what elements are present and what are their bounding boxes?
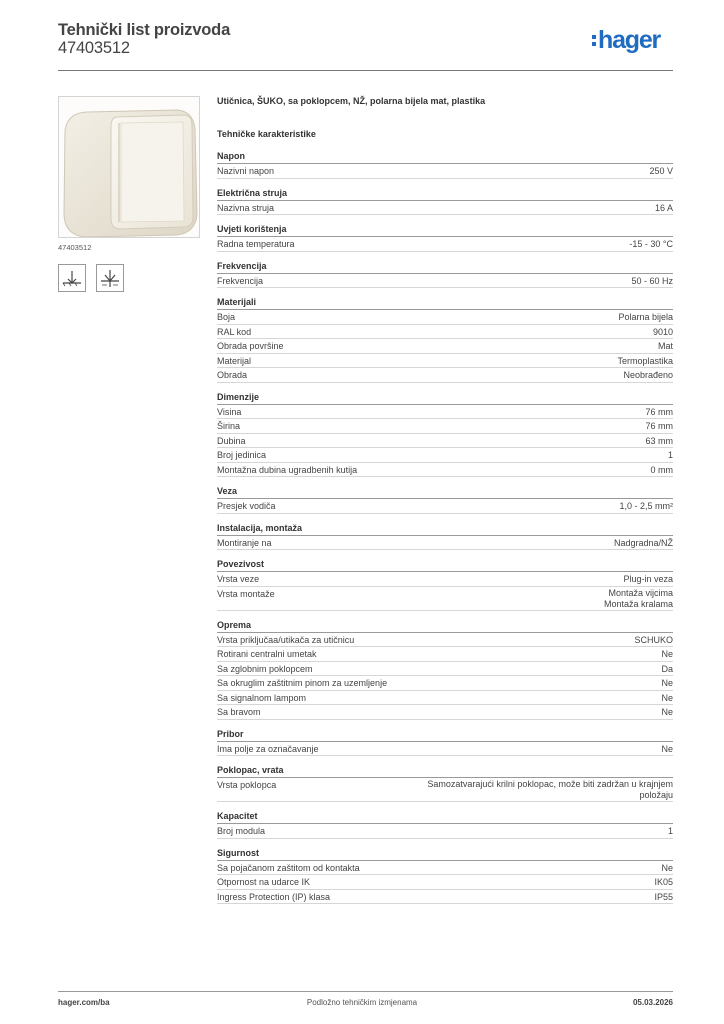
spec-section [217,810,673,839]
spec-row [217,448,673,463]
spec-label: Sa zglobnim poklopcem [217,663,313,674]
product-code: 47403512 [58,39,130,57]
spec-section [217,619,673,720]
spec-section [217,522,673,551]
spec-value: 76 mm [645,421,673,431]
spec-row [217,237,673,252]
spec-row [217,201,673,216]
spec-row [217,499,673,514]
spec-label: Radna temperatura [217,239,295,249]
spec-label: Frekvencija [217,275,264,286]
section-title: Sigurnost [217,847,673,861]
spec-label: RAL kod [217,326,252,337]
footer-divider [58,991,673,992]
section-title: Veza [217,485,673,499]
spec-section [217,296,673,383]
spec-value: 50 - 60 Hz [631,275,673,286]
spec-value: 1,0 - 2,5 mm² [619,501,673,511]
spec-row [217,890,673,905]
spec-label: Materijal [217,355,252,366]
spec-section [217,764,673,802]
section-title: Frekvencija [217,260,673,274]
spec-row [217,325,673,340]
spec-value: Nadgradna/NŽ [613,537,673,548]
spec-value: Ne [661,692,673,703]
spec-row [217,861,673,876]
installation-surface-icon [58,264,86,292]
spec-label: Montiranje na [217,537,272,548]
spec-value: 9010 [652,326,673,337]
footer-date: 05.03.2026 [632,998,673,1007]
spec-value: Samozatvarajući krilni poklopac, može biti zadržan u krajnjem položaju [427,779,673,800]
spec-row [217,405,673,420]
footer-disclaimer: Podložno tehničkim izmjenama [306,998,418,1007]
image-caption: 47403512 [58,243,92,252]
spec-row [217,633,673,648]
socket-illustration [59,97,199,237]
section-title: Uvjeti korištenja [217,223,673,237]
spec-label: Otpornost na udarce IK [217,877,311,887]
product-name: Utičnica, ŠUKO, sa poklopcem, NŽ, polarna bijela mat, plastika [217,96,486,106]
spec-value: Neobrađeno [623,370,673,380]
spec-row [217,742,673,757]
header-divider [58,70,673,71]
spec-label: Nazivna struja [217,202,275,213]
spec-value: 63 mm [645,435,673,446]
spec-value: -15 - 30 °C [629,239,673,249]
spec-value: Mat [657,341,673,351]
spec-label: Širina [217,421,241,431]
spec-value: 250 V [649,166,673,176]
spec-section [217,485,673,514]
spec-label: Presjek vodiča [217,501,276,511]
spec-section [217,260,673,289]
spec-row [217,164,673,179]
spec-row [217,875,673,890]
spec-label: Obrada površine [217,341,284,351]
spec-value: Ne [661,707,673,717]
spec-value: SCHUKO [634,634,673,645]
spec-value: Da [661,663,673,674]
section-title: Napon [217,150,673,164]
spec-value: Ne [661,678,673,688]
spec-section [217,223,673,252]
hager-logo [592,26,660,54]
spec-value: IK05 [654,877,673,887]
spec-label: Obrada [217,370,248,380]
spec-row [217,676,673,691]
spec-row [217,339,673,354]
spec-label: Sa signalnom lampom [217,692,307,703]
spec-label: Visina [217,406,242,417]
spec-value: 1 [667,450,673,460]
spec-row [217,587,673,611]
spec-label: Rotirani centralni umetak [217,649,317,659]
spec-row [217,368,673,383]
spec-label: Vrsta priključaa/utikača za utičnicu [217,634,355,645]
tech-characteristics-heading: Tehničke karakteristike [217,129,316,139]
spec-section [217,187,673,216]
spec-content [217,96,673,912]
spec-row [217,691,673,706]
spec-row [217,778,673,802]
logo-dots-icon [592,35,596,46]
spec-label: Vrsta veze [217,574,260,584]
section-title: Oprema [217,619,673,633]
spec-row [217,354,673,369]
spec-label: Boja [217,312,236,322]
spec-label: Dubina [217,435,246,446]
section-title: Poklopac, vrata [217,764,673,778]
spec-value: 0 mm [650,464,673,475]
section-title: Materijali [217,296,673,310]
spec-label: Vrsta montaže [217,588,275,599]
section-title: Instalacija, montaža [217,522,673,536]
spec-value: Polarna bijela [618,312,673,322]
section-title: Pribor [217,728,673,742]
spec-section [217,150,673,179]
spec-section [217,847,673,905]
spec-row [217,310,673,325]
spec-sections [217,150,673,904]
spec-row [217,572,673,587]
spec-label: Ingress Protection (IP) klasa [217,891,331,902]
spec-label: Montažna dubina ugradbenih kutija [217,464,358,475]
footer-website: hager.com/ba [58,998,110,1007]
spec-section [217,728,673,757]
spec-label: Broj jedinica [217,450,267,460]
spec-value: 1 [667,826,673,836]
logo-text: hager [598,25,661,54]
spec-value: 16 A [654,202,673,213]
spec-label: Sa pojačanom zaštitom od kontakta [217,862,360,873]
spec-section [217,391,673,478]
spec-row [217,705,673,720]
section-title: Dimenzije [217,391,673,405]
section-title: Kapacitet [217,810,673,824]
spec-label: Sa bravom [217,707,261,717]
spec-value: Plug-in veza [623,574,673,584]
spec-value: Ne [661,862,673,873]
spec-value: Termoplastika [617,355,673,366]
spec-row [217,536,673,551]
spec-row [217,434,673,449]
spec-row [217,274,673,289]
installation-flush-icon [96,264,124,292]
section-title: Povezivost [217,558,673,572]
page-title: Tehnički list proizvoda [58,21,231,39]
product-image [58,96,200,238]
spec-label: Ima polje za označavanje [217,743,319,754]
spec-row [217,419,673,434]
section-title: Električna struja [217,187,673,201]
spec-row [217,463,673,478]
spec-value: Ne [661,743,673,754]
spec-row [217,824,673,839]
spec-value: IP55 [654,891,673,902]
spec-label: Vrsta poklopca [217,780,277,790]
spec-section [217,558,673,611]
spec-row [217,647,673,662]
spec-label: Sa okruglim zaštitnim pinom za uzemljenje [217,678,388,688]
spec-value: 76 mm [645,406,673,417]
spec-label: Nazivni napon [217,166,275,176]
spec-value: Ne [661,649,673,659]
spec-label: Broj modula [217,826,266,836]
spec-value: Montaža vijcima Montaža kralama [603,587,673,609]
spec-row [217,662,673,677]
